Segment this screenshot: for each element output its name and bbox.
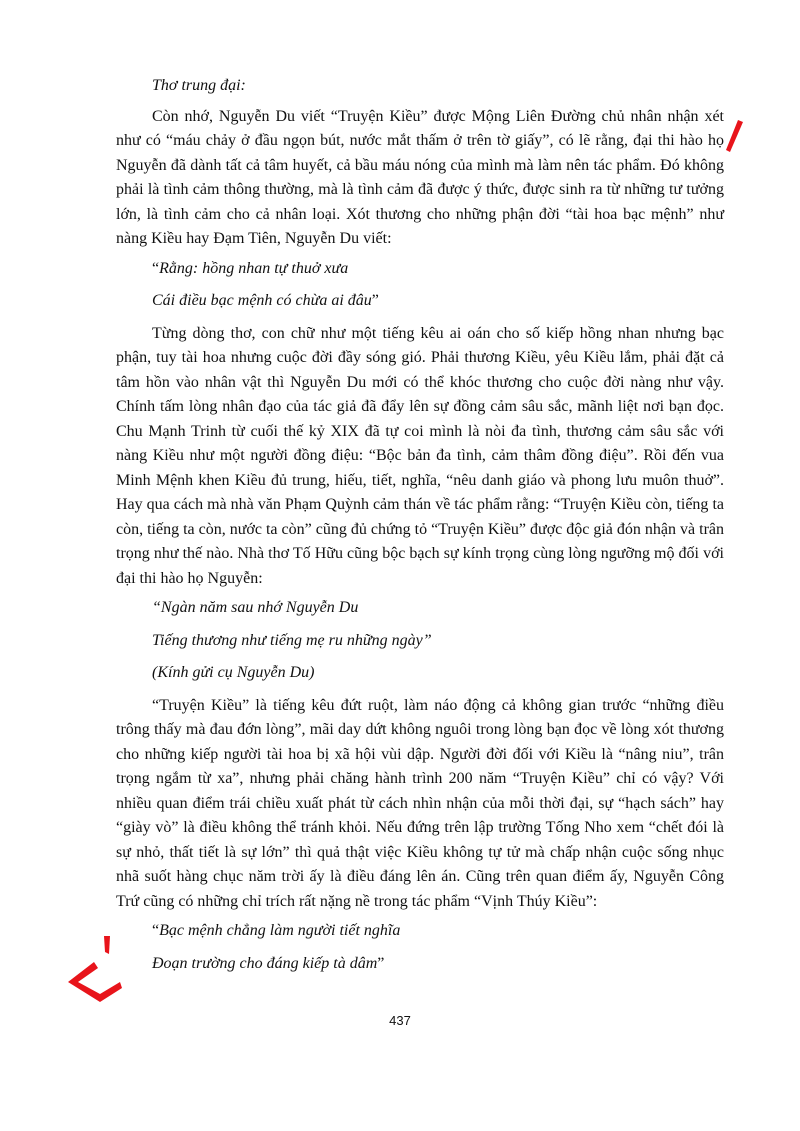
verse-2-attribution: (Kính gửi cụ Nguyễn Du): [152, 664, 315, 681]
close-quote: ”: [377, 954, 385, 972]
page-number: 437: [389, 1013, 411, 1028]
paragraph-1: Còn nhớ, Nguyễn Du viết “Truyện Kiều” được Mộng Liên Đường chủ nhân nhận xét như có “máu chảy ở đầu ngọn bút, nước mắt thấm ở trên tờ giấy”, có lẽ rằng, đại thi hào họ Nguyễn đã dành tất cả tâm huyết, cả bầu máu nóng của mình mà làm nên tác phẩm. Đó không phải là tình cảm thông thường, mà là tình cảm đã được ý thức, được sinh ra từ những tư tưởng lớn, là tình cảm cho cả nhân loại. Xót thương cho những phận đời “tài hoa bạc mệnh” như nàng Kiều hay Đạm Tiên, Nguyễn Du viết:: [116, 107, 724, 247]
document-body: [116, 74, 724, 984]
section-heading: Thơ trung đại:: [152, 77, 246, 94]
paragraph-3: “Truyện Kiều” là tiếng kêu đứt ruột, làm náo động cả không gian trước “những điều trông thấy mà đau đớn lòng”, mãi day dứt không nguôi trong lòng bạn đọc về lòng xót thương cho những kiếp người tài hoa bị xã hội vùi dập. Người đời đối với Kiều là “nâng niu”, trân trọng ngắm từ xa”, nhưng phải chăng hành trình 200 năm “Truyện Kiều” chỉ có vậy? Với nhiều quan điểm trái chiều xuất phát từ cách nhìn nhận của mỗi thời đại, sự “hạch sách” hay “giày vò” là điều không thể tránh khỏi. Nếu đứng trên lập trường Tống Nho xem “chết đói là sự nhỏ, thất tiết là sự lớn” thì quả thật việc Kiều không tự tử mà chấp nhận cuộc sống nhục nhã suốt hàng chục năm trời ấy là điều đáng lên án. Cũng trên quan điểm ấy, Nguyễn Công Trứ cũng có những chỉ trích rất nặng nề trong tác phẩm “Vịnh Thúy Kiều”:: [116, 696, 724, 910]
paragraph-2: Từng dòng thơ, con chữ như một tiếng kêu ai oán cho số kiếp hồng nhan nhưng bạc phận, tuy tài hoa nhưng cuộc đời đầy sóng gió. Phải thương Kiều, yêu Kiều lắm, phải đặt cả tâm hồn vào nhân vật thì Nguyễn Du mới có thể khóc thương cho cuộc đời nàng như vậy. Chính tấm lòng nhân đạo của tác giả đã đẩy lên sự đồng cảm sâu sắc, mãnh liệt nơi bạn đọc. Chu Mạnh Trinh từ cuối thế kỷ XIX đã tự coi mình là nòi đa tình, thương cảm sâu sắc với nàng Kiều như một người đồng điệu: “Bộc bản đa tình, cảm thâm đồng điệu”. Rồi đến vua Minh Mệnh khen Kiều đủ trung, hiếu, tiết, nghĩa, “nêu danh giáo và phong lưu muôn thuở”. Hay qua cách mà nhà văn Phạm Quỳnh cảm thán về tác phẩm rằng: “Truyện Kiều còn, tiếng ta còn, tiếng ta còn, nước ta còn” cũng đủ chứng tỏ “Truyện Kiều” được độc giả đón nhận và trân trọng như thế nào. Nhà thơ Tố Hữu cũng bộc bạch sự kính trọng cùng lòng ngưỡng mộ đối với đại thi hào họ Nguyễn:: [116, 324, 724, 587]
open-quote: “: [152, 259, 160, 277]
verse-1-line-2-text: Cái điều bạc mệnh có chừa ai đâu: [152, 292, 372, 309]
verse-3-line-1-text: Bạc mệnh chẳng làm người tiết nghĩa: [159, 922, 401, 939]
open-quote: “: [152, 922, 160, 939]
red-annotation-stroke-icon: [722, 118, 748, 154]
verse-1-line-1-text: Rằng: hồng nhan tự thuở xưa: [159, 259, 349, 277]
verse-1-line-1: [116, 257, 724, 282]
close-quote: ”: [371, 292, 379, 309]
verse-3-line-2: [116, 952, 724, 977]
verse-2-line-2: Tiếng thương như tiếng mẹ ru những ngày”: [152, 631, 432, 649]
verse-3-line-1: [116, 919, 724, 944]
red-annotation-mark-icon: [60, 930, 130, 1005]
verse-1-line-2: [116, 289, 724, 314]
verse-2-line-1: “Ngàn năm sau nhớ Nguyễn Du: [152, 599, 359, 616]
verse-3-line-2-text: Đoạn trường cho đáng kiếp tà dâm: [152, 954, 378, 972]
